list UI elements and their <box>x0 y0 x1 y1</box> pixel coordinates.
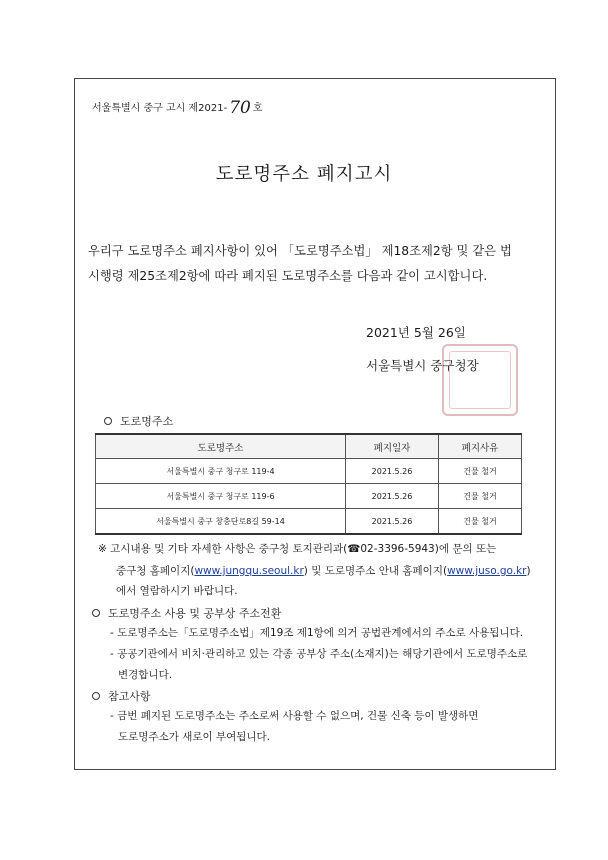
circle-bullet-icon <box>92 609 100 617</box>
circle-bullet-icon <box>92 692 100 700</box>
table-header-row <box>96 434 522 459</box>
intro-line-2: 시행령 제25조제2항에 따라 폐지된 도로명주소를 다음과 같이 고시합니다. <box>88 269 488 283</box>
contact-note-line-3: 에서 열람하시기 바랍니다. <box>116 585 238 597</box>
abolished-address-table <box>95 433 522 535</box>
section-transition-title: 도로명주소 사용 및 공부상 주소전환 <box>108 607 282 620</box>
column-header-date: 폐지일자 <box>346 434 439 459</box>
contact-note-text-2b: ) 및 도로명주소 안내 홈페이지( <box>303 565 448 577</box>
contact-note-line-1 <box>98 541 496 556</box>
notice-suffix: 호 <box>252 103 263 114</box>
reason-cell: 건물 철거 <box>439 484 522 509</box>
reference-line-1: - 금번 폐지된 도로명주소는 주소로써 사용할 수 없으며, 건물 신축 등이 발생하면 <box>110 710 479 722</box>
table-row <box>96 459 522 484</box>
transition-item-1: - 도로명주소는「도로명주소법」제19조 제1항에 의거 공법관계에서의 주소로 사용됩니다. <box>110 627 524 639</box>
address-cell: 서울특별시 중구 창충단로8길 59-14 <box>96 509 346 535</box>
notice-number <box>92 96 263 116</box>
column-header-address: 도로명주소 <box>96 434 346 459</box>
table-row <box>96 484 522 509</box>
reason-cell: 건물 철거 <box>439 459 522 484</box>
transition-item-2-line-1: - 공공기관에서 비치·관리하고 있는 각종 공부상 주소(소재지)는 해당기관에서 도로명주소로 <box>110 648 528 660</box>
table-row <box>96 509 522 535</box>
junggu-homepage-link[interactable]: www.jungqu.seoul.kr <box>194 565 304 577</box>
section-addresses-title: 도로명주소 <box>120 415 174 428</box>
reference-line-2: 도로명주소가 새로이 부여됩니다. <box>118 731 271 743</box>
address-cell: 서울특별시 중구 청구로 119-6 <box>96 484 346 509</box>
date-cell: 2021.5.26 <box>346 509 439 535</box>
section-transition-heading <box>92 605 281 621</box>
notice-date: 2021년 5월 26일 <box>366 325 466 340</box>
contact-note-text-1: 고시내용 및 기타 자세한 사항은 중구청 토지관리과(☎02-3396-5943)에 문의 또는 <box>110 543 497 555</box>
intro-line-1: 우리구 도로명주소 폐지사항이 있어 「도로명주소법」 제18조제2항 및 같은 법 <box>88 244 512 258</box>
document-title: 도로명주소 폐지고시 <box>215 164 393 185</box>
circle-bullet-icon <box>104 417 112 425</box>
issuer-name: 서울특별시 중구청장 <box>366 358 479 373</box>
notice-prefix: 서울특별시 중구 고시 제2021- <box>92 103 228 114</box>
contact-note-text-2c: ) <box>526 565 531 577</box>
contact-note-text-2a: 중구청 홈페이지( <box>116 565 195 577</box>
official-seal-stamp <box>442 344 518 416</box>
date-cell: 2021.5.26 <box>346 484 439 509</box>
transition-item-2-line-2: 변경합니다. <box>118 669 173 681</box>
column-header-reason: 폐지사유 <box>439 434 522 459</box>
section-reference-title: 참고사항 <box>108 690 151 703</box>
reason-cell: 건물 철거 <box>439 509 522 535</box>
contact-note-line-2 <box>116 563 531 578</box>
section-addresses-heading <box>104 413 173 429</box>
notice-handwritten-number: 70 <box>229 98 251 118</box>
section-reference-heading <box>92 688 151 704</box>
reference-mark: ※ <box>98 543 107 555</box>
juso-homepage-link[interactable]: www.juso.go.kr <box>447 565 527 577</box>
address-cell: 서울특별시 중구 청구로 119-4 <box>96 459 346 484</box>
date-cell: 2021.5.26 <box>346 459 439 484</box>
